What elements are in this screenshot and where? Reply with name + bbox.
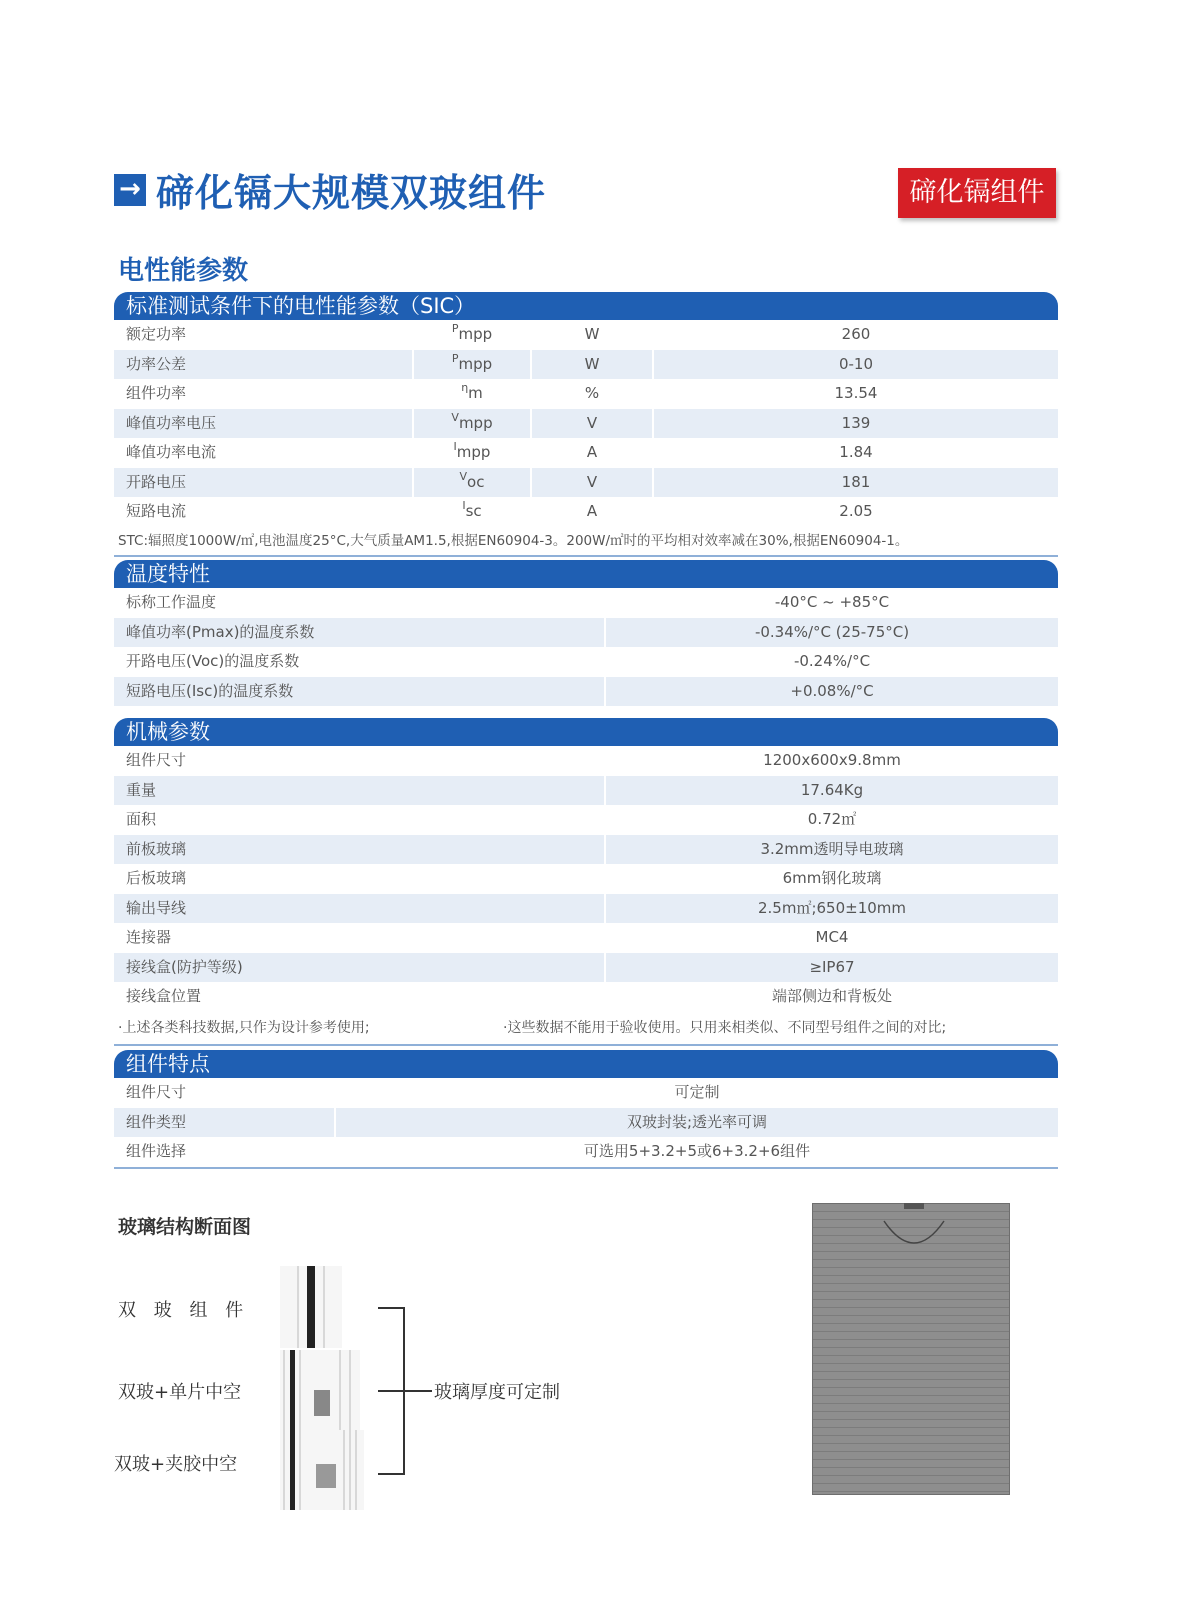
- temp-row: [114, 647, 1058, 677]
- stc-row: [114, 438, 1058, 468]
- mech-row: [114, 776, 1058, 806]
- param-value: 260: [841, 325, 871, 343]
- param-value: -40°C ~ +85°C: [774, 593, 890, 611]
- hollow-single-section-icon: [280, 1350, 360, 1430]
- mech-row: [114, 746, 1058, 776]
- param-name: 前板玻璃: [114, 835, 606, 865]
- param-value: 0-10: [838, 354, 874, 373]
- module-photo: [812, 1203, 1010, 1495]
- param-unit: V: [532, 468, 654, 498]
- bracket-icon: [376, 1306, 436, 1478]
- mech-row: [114, 894, 1058, 924]
- param-unit: A: [532, 438, 654, 468]
- param-value: ≥IP67: [809, 957, 855, 976]
- diagram-title: 玻璃结构断面图: [118, 1216, 252, 1238]
- features-row: [114, 1108, 1058, 1138]
- param-name: 标称工作温度: [114, 588, 606, 618]
- param-name: 后板玻璃: [114, 864, 606, 894]
- param-value: 17.64Kg: [800, 780, 864, 799]
- param-name: 功率公差: [114, 350, 414, 380]
- param-symbol: [414, 497, 532, 527]
- param-symbol: [414, 320, 532, 350]
- page-title: 碲化镉大规模双玻组件: [156, 171, 547, 215]
- features-row: [114, 1137, 1058, 1167]
- features-table-title: 组件特点: [114, 1050, 1058, 1078]
- symbol-subscript: m: [468, 384, 483, 402]
- mech-notes: [114, 1012, 1058, 1046]
- param-symbol: [414, 350, 532, 380]
- stc-table: [114, 292, 1058, 557]
- mech-note-right: ·这些数据不能用于验收使用。只用来相类似、不同型号组件之间的对比;: [503, 1019, 947, 1036]
- param-name: 组件尺寸: [114, 746, 606, 776]
- param-name: 连接器: [114, 923, 606, 953]
- temp-row: [114, 677, 1058, 707]
- mech-table-title: 机械参数: [114, 718, 1058, 746]
- param-unit: A: [532, 497, 654, 527]
- bracket-label: 玻璃厚度可定制: [434, 1382, 560, 1403]
- temp-row: [114, 588, 1058, 618]
- param-value: -0.24%/°C: [793, 652, 871, 670]
- mech-row: [114, 982, 1058, 1012]
- mech-row: [114, 953, 1058, 983]
- param-value: 181: [841, 472, 871, 491]
- stc-note: STC:辐照度1000W/㎡,电池温度25°C,大气质量AM1.5,根据EN60904-3。200W/㎡时的平均相对效率减在30%,根据EN60904-1。: [114, 527, 1058, 557]
- temp-row: [114, 618, 1058, 648]
- param-symbol: [414, 379, 532, 409]
- param-value: -0.34%/°C (25-75°C): [754, 622, 910, 641]
- param-value: 双玻封装;透光率可调: [626, 1112, 768, 1131]
- param-symbol: [414, 438, 532, 468]
- stc-row: [114, 409, 1058, 439]
- symbol-letter: P: [451, 351, 459, 365]
- param-name: 接线盒(防护等级): [114, 953, 606, 983]
- symbol-subscript: mpp: [458, 354, 493, 373]
- param-unit: W: [532, 320, 654, 350]
- temp-table-title: 温度特性: [114, 560, 1058, 588]
- param-name: 短路电流: [114, 497, 414, 527]
- stc-table-title: 标准测试条件下的电性能参数（SIC）: [114, 292, 1058, 320]
- symbol-subscript: sc: [465, 502, 482, 520]
- param-value: 端部侧边和背板处: [771, 987, 892, 1005]
- section-title: 电性能参数: [118, 256, 249, 286]
- param-name: 额定功率: [114, 320, 414, 350]
- param-value: 可选用5+3.2+5或6+3.2+6组件: [583, 1142, 811, 1160]
- param-name: 峰值功率(Pmax)的温度系数: [114, 618, 606, 648]
- symbol-subscript: mpp: [458, 413, 493, 432]
- param-name: 输出导线: [114, 894, 606, 924]
- symbol-letter: P: [451, 322, 459, 335]
- arrow-icon: →: [114, 174, 146, 206]
- param-value: +0.08%/°C: [790, 681, 874, 700]
- mech-row: [114, 864, 1058, 894]
- param-value: 2.05: [839, 502, 873, 520]
- stc-row: [114, 320, 1058, 350]
- param-value: 13.54: [834, 384, 878, 402]
- mech-note-left: ·上述各类科技数据,只作为设计参考使用;: [118, 1019, 370, 1036]
- features-row: [114, 1078, 1058, 1108]
- double-glass-section-icon: [280, 1266, 342, 1348]
- diagram-label-3: 双玻+夹胶中空: [114, 1454, 238, 1475]
- param-value: 1.84: [839, 443, 873, 461]
- param-name: 组件功率: [114, 379, 414, 409]
- param-name: 组件类型: [114, 1108, 336, 1138]
- param-value: 可定制: [674, 1083, 720, 1101]
- param-unit: %: [532, 379, 654, 409]
- symbol-letter: I: [453, 440, 457, 453]
- symbol-letter: η: [461, 381, 469, 394]
- param-symbol: [414, 409, 532, 439]
- symbol-subscript: mpp: [456, 443, 491, 461]
- param-name: 峰值功率电压: [114, 409, 414, 439]
- param-value: 1200x600x9.8mm: [763, 751, 901, 769]
- param-value: 3.2mm透明导电玻璃: [760, 839, 904, 858]
- param-name: 重量: [114, 776, 606, 806]
- symbol-letter: V: [459, 469, 468, 483]
- features-table: [114, 1050, 1058, 1169]
- page-header: [114, 162, 546, 217]
- symbol-letter: V: [451, 410, 459, 424]
- mech-row: [114, 835, 1058, 865]
- param-unit: V: [532, 409, 654, 439]
- stc-row: [114, 497, 1058, 527]
- param-name: 组件选择: [114, 1137, 336, 1167]
- mech-row: [114, 923, 1058, 953]
- param-value: 0.72㎡: [807, 810, 857, 828]
- mech-table: [114, 718, 1058, 1046]
- param-symbol: [414, 468, 532, 498]
- param-name: 接线盒位置: [114, 982, 606, 1012]
- symbol-subscript: oc: [467, 472, 485, 491]
- param-value: MC4: [815, 928, 849, 946]
- mech-row: [114, 805, 1058, 835]
- laminated-hollow-section-icon: [280, 1430, 364, 1510]
- diagram-label-1: 双 玻 组 件: [118, 1300, 250, 1321]
- param-value: 6mm钢化玻璃: [782, 869, 882, 887]
- symbol-subscript: mpp: [458, 325, 493, 343]
- diagram-label-2: 双玻+单片中空: [118, 1382, 242, 1403]
- param-name: 开路电压: [114, 468, 414, 498]
- param-name: 开路电压(Voc)的温度系数: [114, 647, 606, 677]
- param-value: 2.5m㎡;650±10mm: [757, 898, 907, 917]
- param-value: 139: [841, 413, 871, 432]
- param-name: 峰值功率电流: [114, 438, 414, 468]
- stc-row: [114, 468, 1058, 498]
- category-badge: 碲化镉组件: [898, 168, 1056, 218]
- param-name: 面积: [114, 805, 606, 835]
- temp-table: [114, 560, 1058, 706]
- symbol-letter: I: [462, 499, 466, 512]
- param-name: 组件尺寸: [114, 1078, 336, 1108]
- stc-row: [114, 350, 1058, 380]
- param-name: 短路电压(Isc)的温度系数: [114, 677, 606, 707]
- stc-row: [114, 379, 1058, 409]
- param-unit: W: [532, 350, 654, 380]
